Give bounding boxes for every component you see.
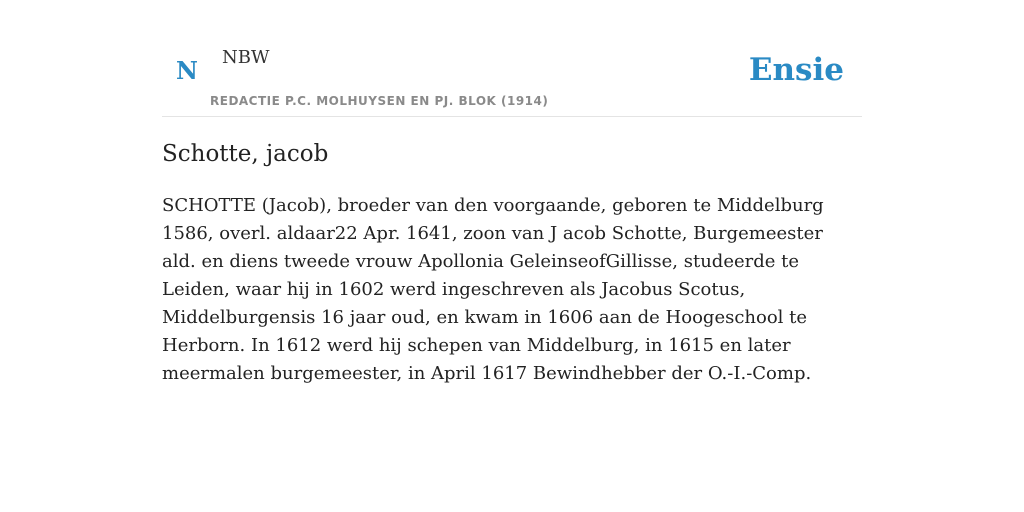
header — [162, 0, 862, 117]
source-abbreviation: NBW — [222, 47, 270, 68]
brand-logo-link[interactable]: Ensie — [748, 52, 844, 88]
source-logo[interactable]: N — [176, 56, 198, 85]
source-editors: REDACTIE P.C. MOLHUYSEN EN PJ. BLOK (1914) — [210, 94, 549, 108]
entry-body: SCHOTTE (Jacob), broeder van den voorgaande, geboren te Middelburg 1586, overl. aldaar22 Apr. 1641, zoon van J acob Schotte, Burgemeester ald. en diens tweede vrouw Apollonia GeleinseofGillisse, studeerde te Leiden, waar hij in 1602 werd ingeschreven als Jacobus Scotus, Middelburgensis 16 jaar oud, en kwam in 1606 aan de Hoogeschool te Herborn. In 1612 werd hij schepen van Middelburg, in 1615 en later meermalen burgemeester, in April 1617 Bewindhebber der O.-I.-Comp. — [162, 195, 824, 384]
entry-title: Schotte, jacob — [162, 141, 329, 167]
